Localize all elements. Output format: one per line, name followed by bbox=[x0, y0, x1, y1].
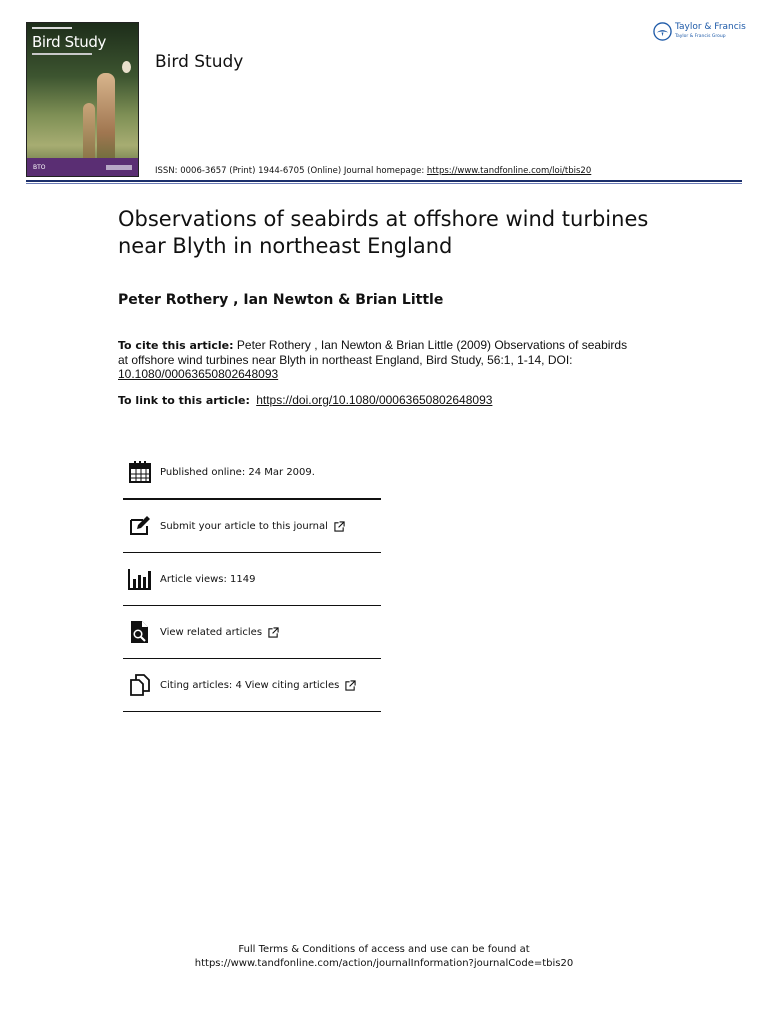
article-views-text: Article views: 1149 bbox=[160, 573, 256, 585]
article-views-row bbox=[123, 553, 381, 605]
cover-bird-shape bbox=[122, 61, 131, 73]
cite-text: Peter Rothery , Ian Newton & Brian Little (2009) Observations of seabirds at offshore wind turbines near Blyth in northeast England, Bird Study, 56:1, 1-14, DOI: bbox=[118, 338, 628, 367]
edit-pencil-icon bbox=[128, 514, 152, 538]
footer-terms-text: Full Terms & Conditions of access and use can be found at bbox=[238, 944, 530, 955]
citation-block bbox=[118, 338, 638, 381]
cover-publisher-badge: BTO bbox=[33, 164, 46, 171]
external-link-icon bbox=[334, 521, 345, 532]
cover-logo-strip bbox=[106, 165, 132, 170]
footer-terms-link[interactable]: https://www.tandfonline.com/action/journalInformation?journalCode=tbis20 bbox=[194, 958, 574, 969]
journal-cover-image bbox=[26, 22, 139, 177]
published-online-row bbox=[123, 446, 381, 498]
cite-doi-link[interactable]: 10.1080/00063650802648093 bbox=[118, 367, 279, 381]
header-divider-thin bbox=[26, 183, 742, 184]
external-link-icon bbox=[268, 627, 279, 638]
cover-title: Bird Study bbox=[32, 33, 106, 51]
article-authors: Peter Rothery , Ian Newton & Brian Little bbox=[118, 292, 444, 308]
header-divider bbox=[26, 180, 742, 182]
copy-documents-icon bbox=[128, 673, 152, 697]
related-articles-row[interactable] bbox=[123, 606, 381, 658]
article-link-block bbox=[118, 393, 492, 407]
journal-homepage-link[interactable]: https://www.tandfonline.com/loi/tbis20 bbox=[426, 166, 592, 176]
cover-subtitle-strip bbox=[32, 53, 92, 55]
publisher-logo[interactable] bbox=[653, 22, 746, 41]
related-articles-label: View related articles bbox=[160, 626, 263, 638]
citing-articles-label: Citing articles: 4 View citing articles bbox=[160, 679, 340, 691]
bar-chart-icon bbox=[128, 567, 152, 591]
submit-article-link[interactable] bbox=[160, 521, 345, 532]
article-info-list bbox=[123, 446, 381, 712]
footer bbox=[0, 943, 768, 971]
calendar-icon bbox=[128, 460, 152, 484]
citing-articles-row[interactable] bbox=[123, 659, 381, 711]
cover-header-strip bbox=[32, 27, 72, 29]
cite-label: To cite this article: bbox=[118, 339, 234, 352]
published-online-text: Published online: 24 Mar 2009. bbox=[160, 466, 315, 478]
journal-name: Bird Study bbox=[155, 52, 244, 72]
submit-article-row[interactable] bbox=[123, 500, 381, 552]
article-doi-link[interactable]: https://doi.org/10.1080/00063650802648093 bbox=[256, 393, 493, 407]
taylor-francis-logo-icon bbox=[653, 22, 672, 41]
publisher-logo-name: Taylor & Francis bbox=[675, 21, 746, 32]
publisher-logo-sub: Taylor & Francis Group bbox=[675, 33, 726, 39]
divider bbox=[123, 711, 381, 712]
issn-line bbox=[155, 166, 591, 176]
external-link-icon bbox=[345, 680, 356, 691]
document-search-icon bbox=[128, 620, 152, 644]
citing-articles-link[interactable] bbox=[160, 680, 356, 691]
related-articles-link[interactable] bbox=[160, 627, 279, 638]
link-label: To link to this article: bbox=[118, 394, 250, 407]
submit-article-label: Submit your article to this journal bbox=[160, 520, 328, 532]
article-title: Observations of seabirds at offshore wind turbines near Blyth in northeast England bbox=[118, 207, 649, 258]
issn-text: ISSN: 0006-3657 (Print) 1944-6705 (Online) Journal homepage: bbox=[155, 166, 425, 176]
